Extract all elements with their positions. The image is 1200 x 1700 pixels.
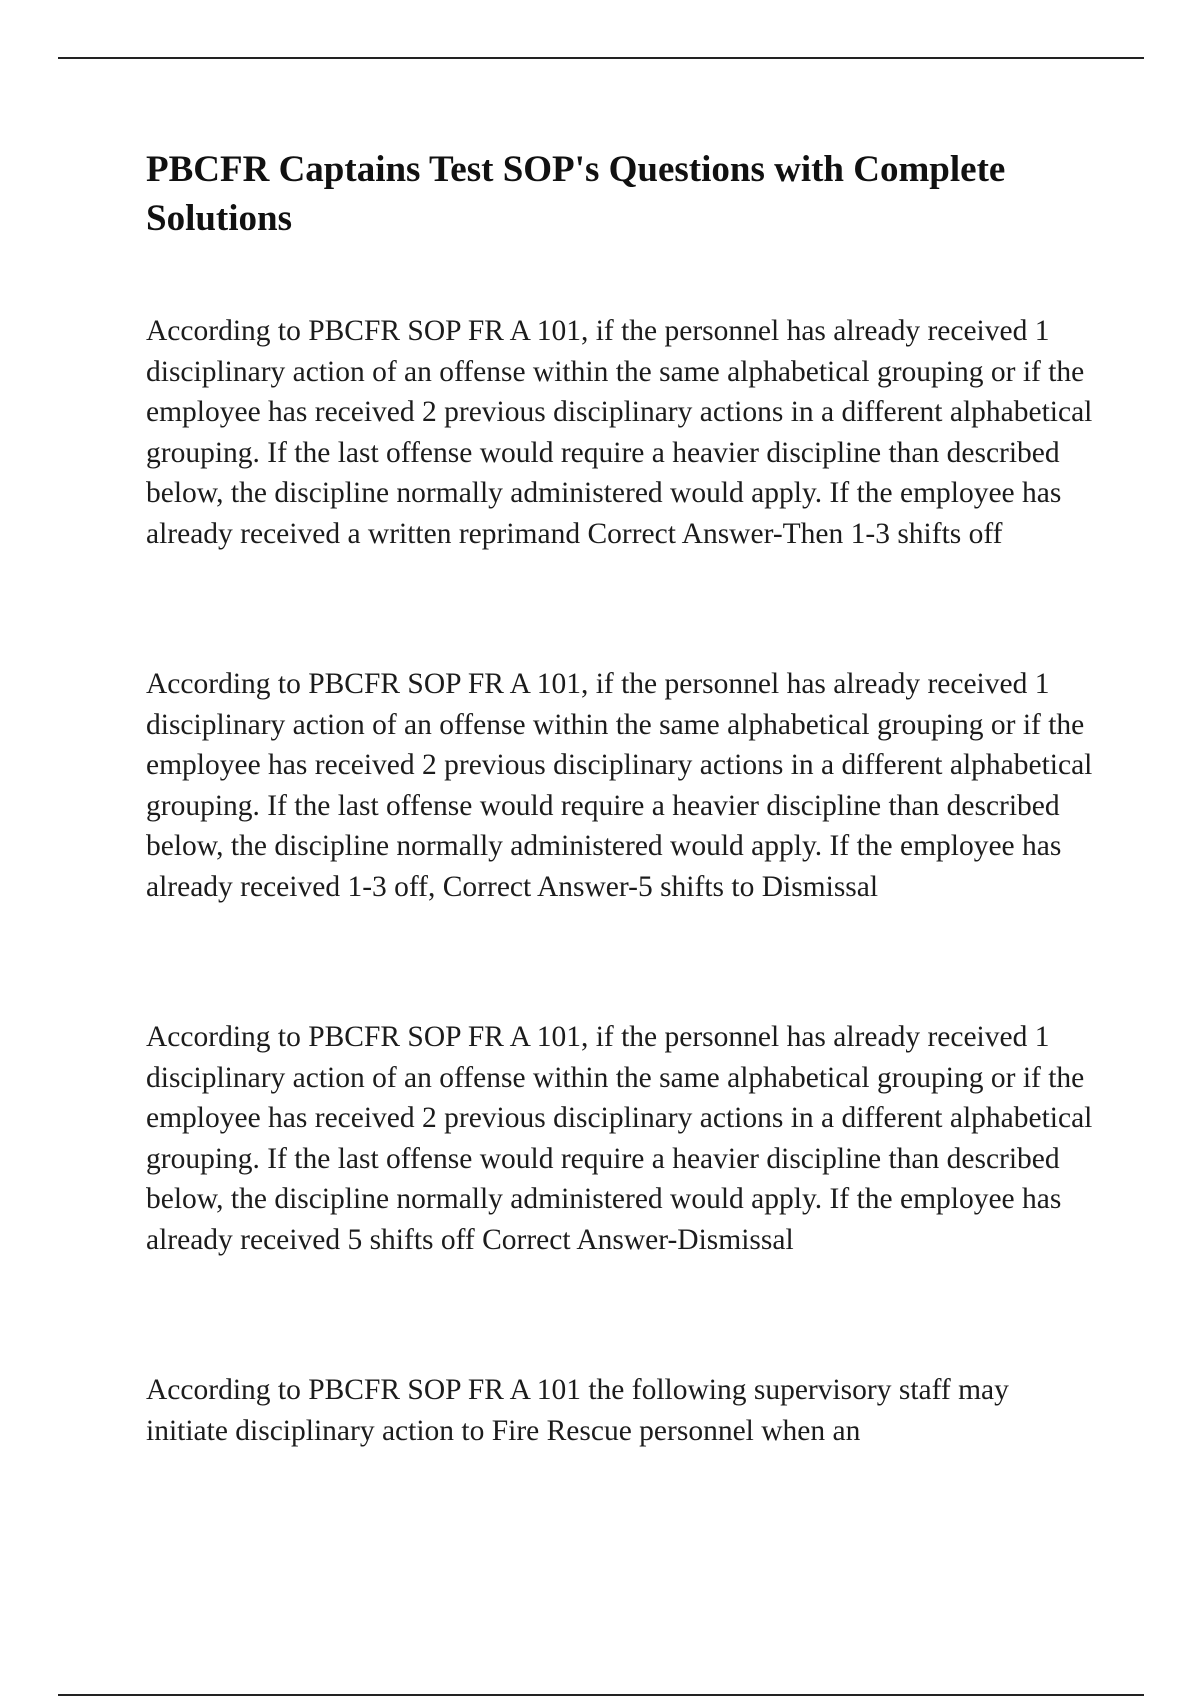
document-title: PBCFR Captains Test SOP's Questions with Complete Solutions <box>146 149 1006 239</box>
qa-entry-4: According to PBCFR SOP FR A 101 the following supervisory staff may initiate disciplinary action to Fire Rescue personnel when an <box>146 1374 1009 1447</box>
qa-entry-1: According to PBCFR SOP FR A 101, if the personnel has already received 1 disciplinary action of an offense within the same alphabetical grouping or if the employee has received 2 previous disciplinary actions in a different alphabetical grouping. If the last offense would require a heavier discipline than described below, the discipline normally administered would apply. If the employee has already received a written reprimand Correct Answer-Then 1-3 shifts off <box>146 315 1093 550</box>
header-rule <box>58 57 1144 59</box>
footer-rule <box>58 1694 1144 1696</box>
qa-entry-2: According to PBCFR SOP FR A 101, if the personnel has already received 1 disciplinary action of an offense within the same alphabetical grouping or if the employee has received 2 previous disciplinary actions in a different alphabetical grouping. If the last offense would require a heavier discipline than described below, the discipline normally administered would apply. If the employee has already received 1-3 off, Correct Answer-5 shifts to Dismissal <box>146 668 1093 903</box>
qa-entry-3: According to PBCFR SOP FR A 101, if the personnel has already received 1 disciplinary action of an offense within the same alphabetical grouping or if the employee has received 2 previous disciplinary actions in a different alphabetical grouping. If the last offense would require a heavier discipline than described below, the discipline normally administered would apply. If the employee has already received 5 shifts off Correct Answer-Dismissal <box>146 1021 1093 1256</box>
